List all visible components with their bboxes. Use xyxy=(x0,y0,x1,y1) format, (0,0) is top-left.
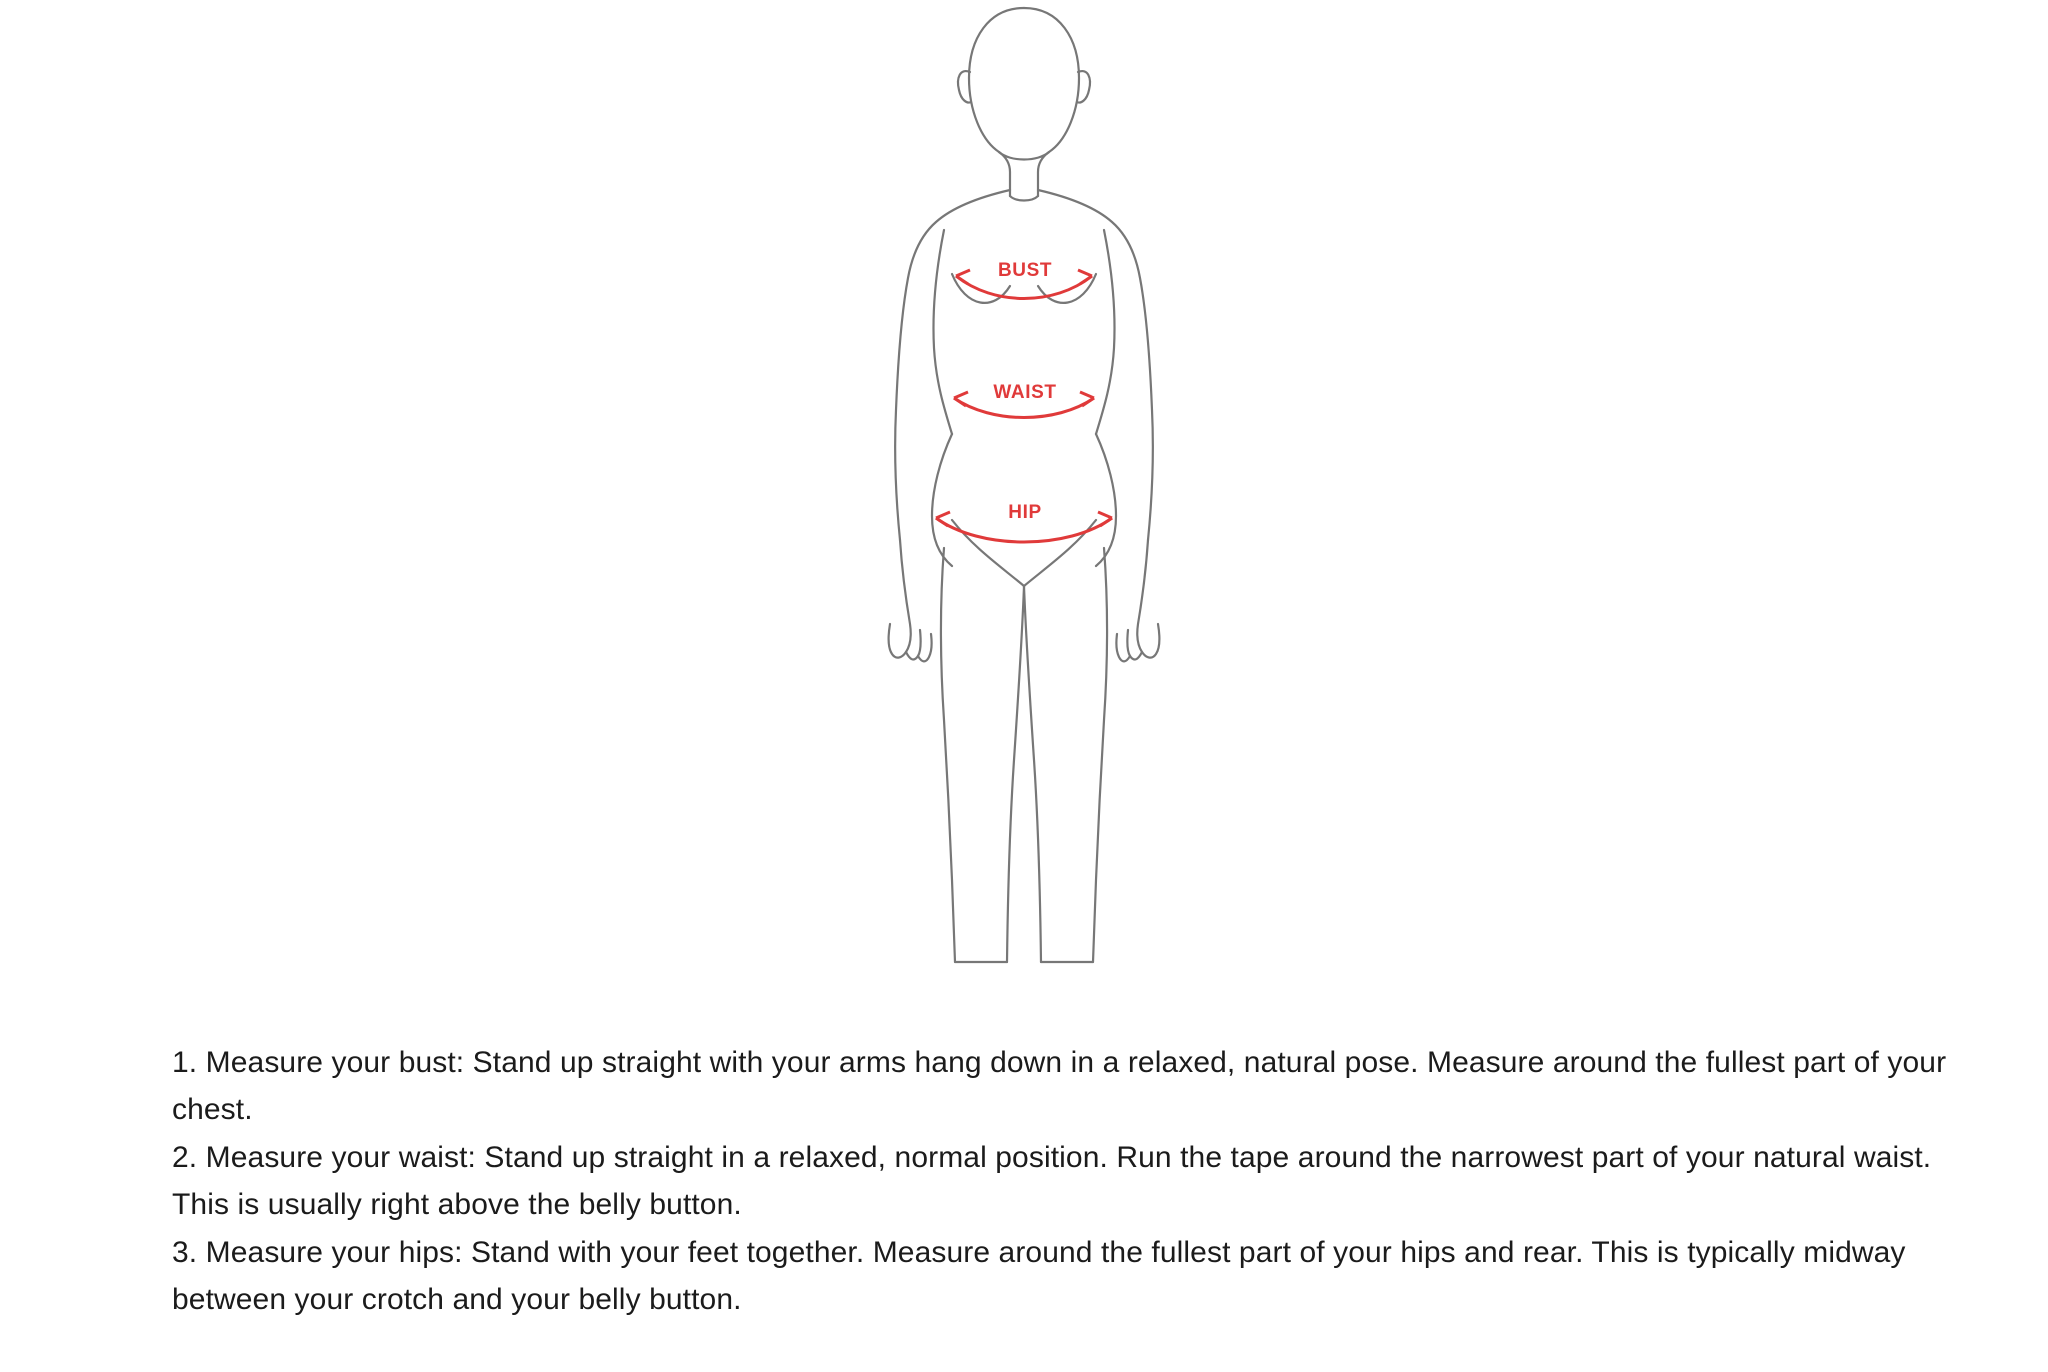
right-shoulder-arm-outline xyxy=(1038,190,1153,540)
torso-left-outline xyxy=(933,230,952,434)
right-hand-outline xyxy=(1137,540,1159,658)
left-hand-outline xyxy=(889,540,911,658)
bust-arrow-right xyxy=(1078,270,1092,284)
waist-label: WAIST xyxy=(993,382,1057,403)
right-leg-outer-outline xyxy=(1093,548,1107,962)
hip-label: HIP xyxy=(1008,502,1042,523)
brief-outline xyxy=(952,520,1096,586)
head-left-outline xyxy=(969,8,1024,196)
measurement-instructions xyxy=(172,1040,1972,1325)
body-outline-svg xyxy=(644,0,1404,980)
hip-right-outline xyxy=(1096,434,1116,566)
instruction-bust: 1. Measure your bust: Stand up straight with your arms hang down in a relaxed, natural pose. Measure around the fullest part of your chest. xyxy=(172,1046,1947,1126)
right-leg-inner-outline xyxy=(1024,586,1041,962)
left-shoulder-arm-outline xyxy=(895,190,1010,540)
left-leg-inner-outline xyxy=(1007,586,1024,962)
left-leg-outer-outline xyxy=(941,548,955,962)
head-right-outline xyxy=(1024,8,1079,196)
bust-label: BUST xyxy=(997,260,1053,281)
bust-arrow-left xyxy=(956,270,970,284)
torso-right-outline xyxy=(1096,230,1115,434)
neck-base-outline xyxy=(1010,196,1038,201)
instruction-waist: 2. Measure your waist: Stand up straight in a relaxed, normal position. Run the tape around the narrowest part of your natural waist. This is usually right above the belly button. xyxy=(172,1141,1932,1221)
instruction-hips: 3. Measure your hips: Stand with your feet together. Measure around the fullest part of your hips and rear. This is typically midway between your crotch and your belly button. xyxy=(172,1236,1906,1316)
hip-left-outline xyxy=(932,434,952,566)
